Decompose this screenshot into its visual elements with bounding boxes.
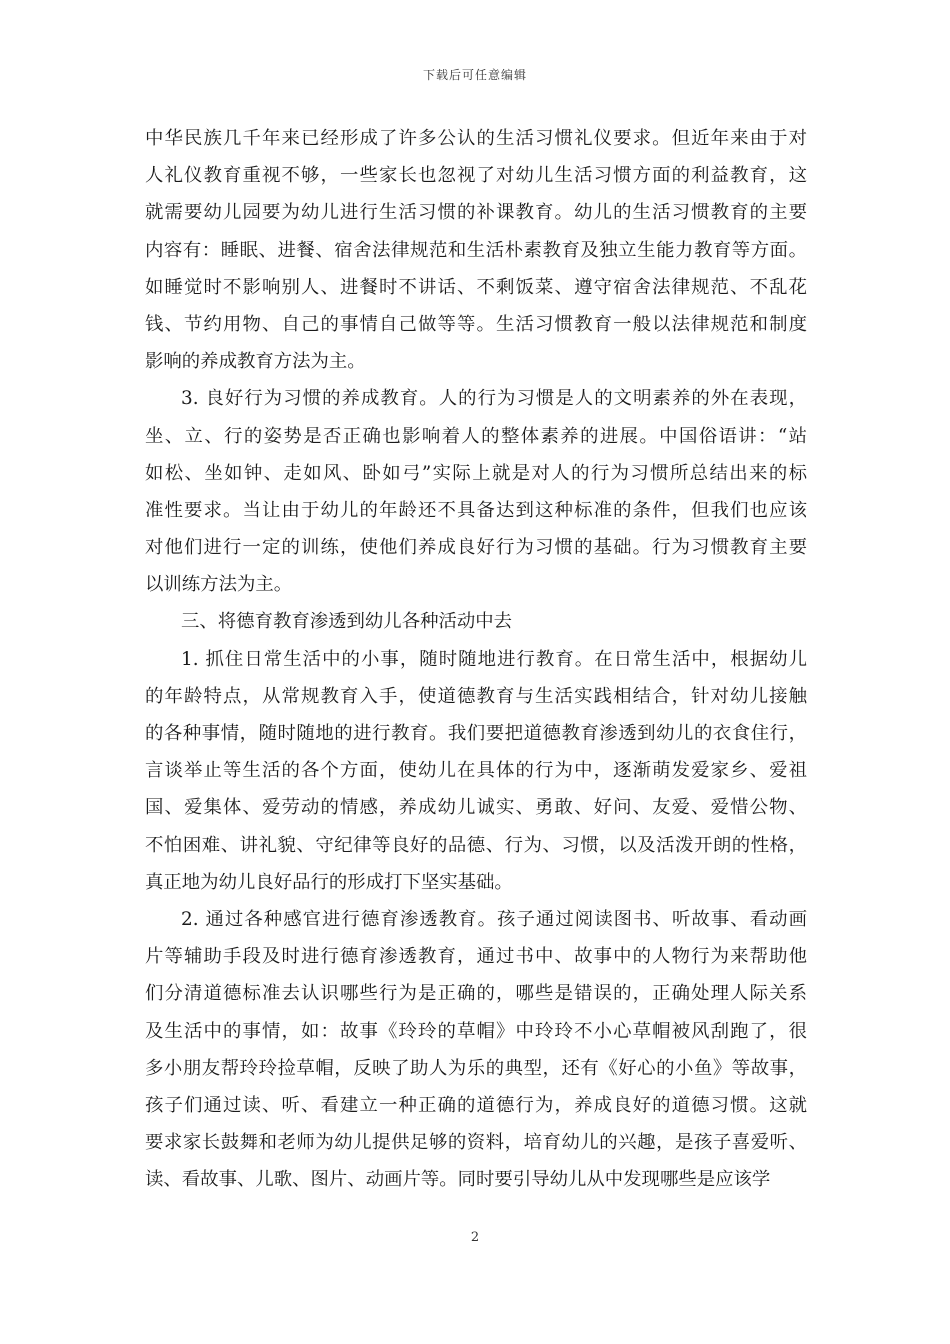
- text-line: 坐、立、行的姿势是否正确也影响着人的整体素养的进展。中国俗语讲：“站: [145, 425, 807, 447]
- text-line: 不怕困难、讲礼貌、守纪律等良好的品德、行为、习惯，以及活泼开朗的性格，: [145, 834, 807, 856]
- page-number: 2: [470, 1230, 480, 1245]
- paragraph: [145, 120, 807, 380]
- text-line: 如睡觉时不影响别人、进餐时不讲话、不剩饭菜、遵守宿舍法律规范、不乱花: [145, 276, 807, 298]
- text-line: 真正地为幼儿良好品行的形成打下坚实基础。: [145, 871, 513, 893]
- text-line: 及生活中的事情，如：故事《玲玲的草帽》中玲玲不小心草帽被风刮跑了，很: [145, 1020, 807, 1042]
- paragraph: [145, 380, 807, 603]
- text-line: 对他们进行一定的训练，使他们养成良好行为习惯的基础。行为习惯教育主要: [145, 537, 807, 559]
- text-line: 的年龄特点，从常规教育入手，使道德教育与生活实践相结合，针对幼儿接触: [145, 685, 807, 707]
- paragraph: [145, 641, 807, 901]
- text-line: 如松、坐如钟、走如风、卧如弓”实际上就是对人的行为习惯所总结出来的标: [145, 462, 807, 484]
- text-line: 要求家长鼓舞和老师为幼儿提供足够的资料，培育幼儿的兴趣，是孩子喜爱听、: [145, 1132, 807, 1154]
- text-line: 就需要幼儿园要为幼儿进行生活习惯的补课教育。幼儿的生活习惯教育的主要: [145, 202, 807, 224]
- text-line: 钱、节约用物、自己的事情自己做等等。生活习惯教育一般以法律规范和制度: [145, 313, 807, 335]
- text-line: 人礼仪教育重视不够，一些家长也忽视了对幼儿生活习惯方面的利益教育，这: [145, 165, 807, 187]
- text-line: 影响的养成教育方法为主。: [145, 351, 366, 373]
- text-line: 片等辅助手段及时进行德育渗透教育，通过书中、故事中的人物行为来帮助他: [145, 946, 807, 968]
- paragraph: [145, 603, 807, 640]
- text-line: 1. 抓住日常生活中的小事，随时随地进行教育。在日常生活中，根据幼儿: [181, 648, 807, 670]
- text-line: 们分清道德标准去认识哪些行为是正确的，哪些是错误的，正确处理人际关系: [145, 983, 807, 1005]
- text-line: 2. 通过各种感官进行德育渗透教育。孩子通过阅读图书、听故事、看动画: [181, 908, 807, 930]
- text-line: 中华民族几千年来已经形成了许多公认的生活习惯礼仪要求。但近年来由于对: [145, 128, 807, 149]
- text-line: 读、看故事、儿歌、图片、动画片等。同时要引导幼儿从中发现哪些是应该学: [145, 1169, 771, 1191]
- text-line: 的各种事情，随时随地的进行教育。我们要把道德教育渗透到幼儿的衣食住行，: [145, 723, 807, 744]
- text-line: 内容有：睡眠、进餐、宿舍法律规范和生活朴素教育及独立生能力教育等方面。: [145, 239, 807, 261]
- text-line: 准性要求。当让由于幼儿的年龄还不具备达到这种标准的条件，但我们也应该: [145, 499, 807, 521]
- text-line: 多小朋友帮玲玲捡草帽，反映了助人为乐的典型，还有《好心的小鱼》等故事，: [145, 1057, 807, 1079]
- text-line: 3. 良好行为习惯的养成教育。人的行为习惯是人的文明素养的外在表现，: [181, 388, 807, 410]
- text-line: 三、将德育教育渗透到幼儿各种活动中去: [181, 611, 513, 633]
- paragraph: [145, 901, 807, 1199]
- text-line: 以训练方法为主。: [145, 574, 293, 596]
- page-header: 下载后可任意编辑: [422, 68, 527, 82]
- text-line: 国、爱集体、爱劳动的情感，养成幼儿诚实、勇敢、好问、友爱、爱惜公物、: [145, 797, 807, 819]
- text-line: 孩子们通过读、听、看建立一种正确的道德行为，养成良好的道德习惯。这就: [145, 1094, 807, 1116]
- text-line: 言谈举止等生活的各个方面，使幼儿在具体的行为中，逐渐萌发爱家乡、爱祖: [145, 760, 807, 782]
- body-text: [145, 120, 807, 1198]
